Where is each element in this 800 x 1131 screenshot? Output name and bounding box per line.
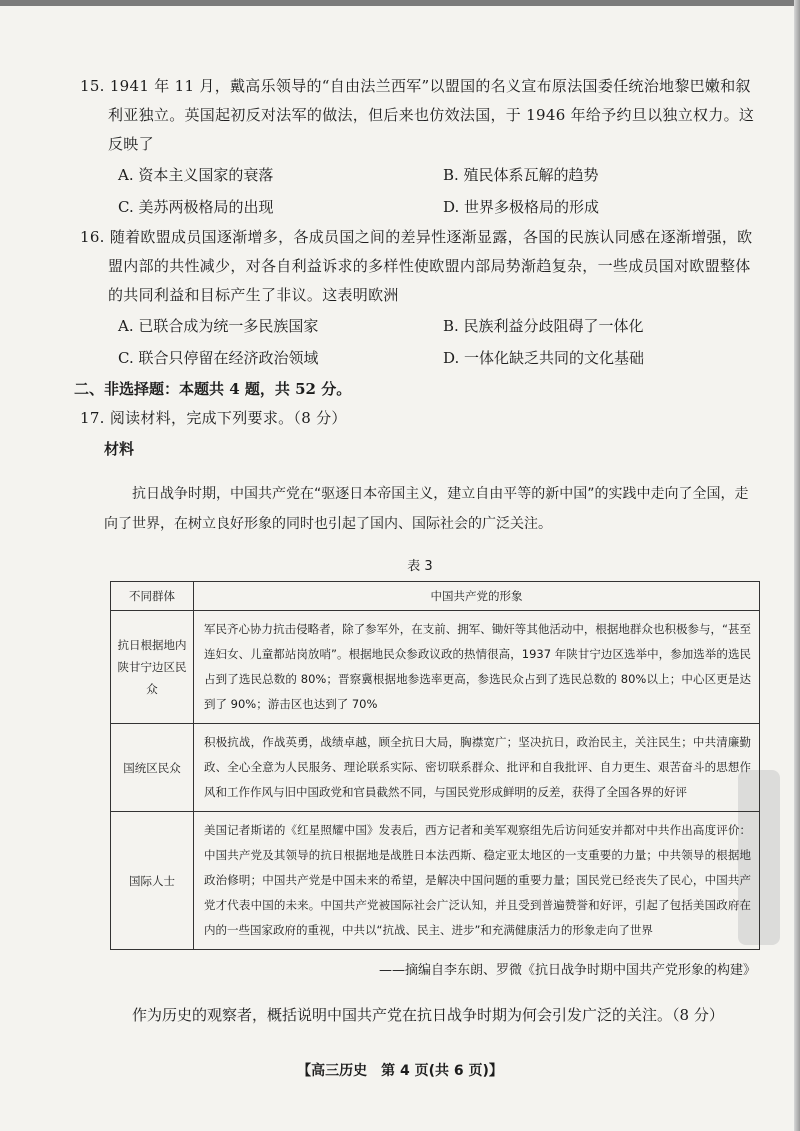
option-c: C. 美苏两极格局的出现 [118,198,274,216]
table-cell-group: 国统区民众 [111,724,194,812]
question-17-stem: 17. 阅读材料，完成下列要求。（8 分） [80,409,347,427]
table-row [111,724,760,812]
question-15-stem: 15. 1941 年 11 月，戴高乐领导的“自由法兰西军”以盟国的名义宣布原法国委任统治地黎巴嫩和叙利亚独立。英国起初反对法军的做法，但后来也仿效法国，于 1946 年给予约旦以独立权力。这反映了 [80,77,755,153]
table-header-image: 中国共产党的形象 [194,582,760,611]
option-a: A. 已联合成为统一多民族国家 [118,317,319,335]
party-image-table [110,581,760,950]
table-caption: 表 3 [407,559,433,574]
page-content [74,72,760,1044]
question-16-stem: 16. 随着欧盟成员国逐渐增多，各成员国之间的差异性逐渐显露，各国的民族认同感在逐渐增强，欧盟内部的共性减少，对各自利益诉求的多样性使欧盟内部局势渐趋复杂，一些成员国对欧盟整体的共同利益和目标产生了非议。这表明欧洲 [80,228,753,304]
question-15-options [80,159,760,223]
page-footer: 【高三历史 第 4 页(共 6 页)】 [297,1063,503,1079]
table-row [111,812,760,950]
table-cell-group: 国际人士 [111,812,194,950]
material-text: 抗日战争时期，中国共产党在“驱逐日本帝国主义，建立自由平等的新中国”的实践中走向了全国，走向了世界，在树立良好形象的同时也引起了国内、国际社会的广泛关注。 [104,486,749,532]
table-cell-image: 美国记者斯诺的《红星照耀中国》发表后，西方记者和美军观察组先后访问延安并都对中共作出高度评价：中国共产党及其领导的抗日根据地是战胜日本法西斯、稳定亚太地区的一支重要的力量；中共领导的根据地政治修明；中国共产党是中国未来的希望，是解决中国问题的重要力量；国民党已经丧失了民心，中国共产党才代表中国的未来。中国共产党被国际社会广泛认知，并且受到普遍赞誉和好评，引起了包括美国政府在内的一些国家政府的重视，中共以“抗战、民主、进步”和充满健康活力的形象走向了世界 [194,812,760,950]
table-header-row [111,582,760,611]
option-a: A. 资本主义国家的衰落 [118,166,274,184]
question-17-prompt: 作为历史的观察者，概括说明中国共产党在抗日战争时期为何会引发广泛的关注。（8 分） [132,1006,724,1024]
option-d: D. 世界多极格局的形成 [443,198,600,216]
table-row [111,611,760,724]
section-heading: 二、非选择题：本题共 4 题，共 52 分。 [74,380,352,398]
scan-right-edge [794,0,800,1131]
option-c: C. 联合只停留在经济政治领域 [118,349,319,367]
table-cell-image: 军民齐心协力抗击侵略者，除了参军外，在支前、拥军、锄奸等其他活动中，根据地群众也积极参与，“甚至连妇女、儿童都站岗放哨”。根据地民众参政议政的热情很高，1937 年陕甘宁边区选举中，参加选举的选民占到了选民总数的 80%；晋察冀根据地参选率更高，参选民众占到了选民总数的 80%以上；中心区更是达到了 90%；游击区也达到了 70% [194,611,760,724]
option-d: D. 一体化缺乏共同的文化基础 [443,349,645,367]
source-citation: ——摘编自李东朗、罗微《抗日战争时期中国共产党形象的构建》 [378,963,756,978]
material-label: 材料 [104,440,135,458]
option-b: B. 民族利益分歧阻碍了一体化 [443,317,644,335]
table-cell-group: 抗日根据地内陕甘宁边区民众 [111,611,194,724]
option-b: B. 殖民体系瓦解的趋势 [443,166,599,184]
table-header-group: 不同群体 [111,582,194,611]
scan-top-border [0,0,800,6]
table-cell-image: 积极抗战，作战英勇，战绩卓越，顾全抗日大局，胸襟宽广；坚决抗日，政治民主，关注民生；中共清廉勤政、全心全意为人民服务、理论联系实际、密切联系群众、批评和自我批评、自力更生、艰苦奋斗的思想作风和工作作风与旧中国政党和官員截然不同，与国民党形成鲜明的反差，获得了全国各界的好评 [194,724,760,812]
question-16-options [80,310,760,374]
